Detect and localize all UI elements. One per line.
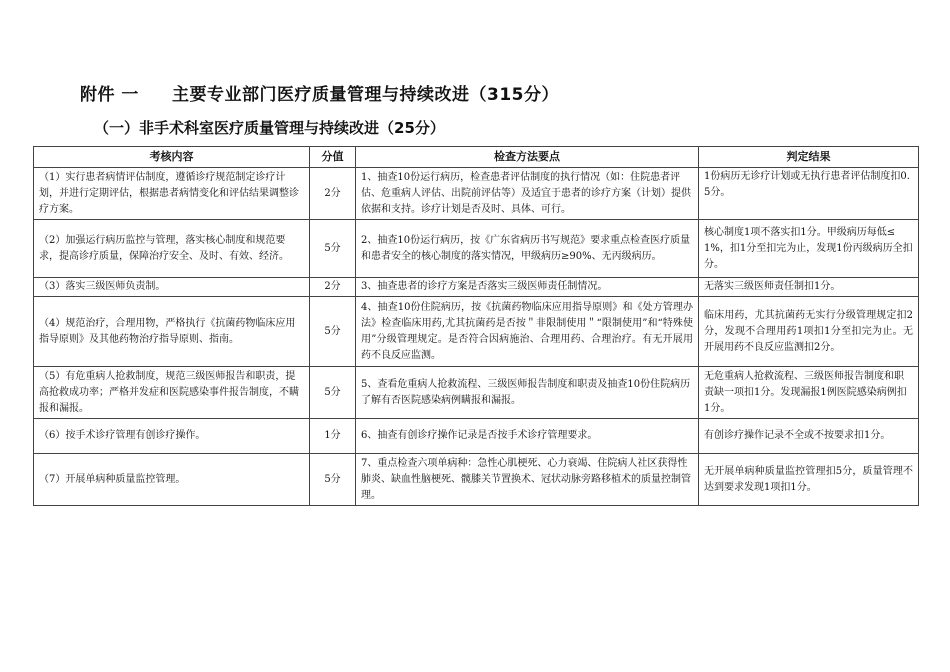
attachment-label: 附件 一 [80,85,139,105]
cell-content: （6）按手术诊疗管理有创诊疗操作。 [34,419,310,454]
table-row [34,220,919,278]
header-score: 分值 [310,147,356,168]
cell-method: 3、抽查患者的诊疗方案是否落实三级医师责任制情况。 [356,278,699,297]
cell-score: 2分 [310,278,356,297]
cell-content: （1）实行患者病情评估制度，遵循诊疗规范制定诊疗计划，并进行定期评估，根据患者病情变化和评估结果调整诊疗方案。 [34,168,310,220]
cell-content: （3）落实三级医师负责制。 [34,278,310,297]
cell-result: 1份病历无诊疗计划或无执行患者评估制度扣0.5分。 [699,168,919,220]
cell-score: 5分 [310,454,356,506]
table-row [34,419,919,454]
table-row [34,297,919,367]
cell-content: （7）开展单病种质量监控管理。 [34,454,310,506]
header-content: 考核内容 [34,147,310,168]
table-header-row [34,147,919,168]
cell-method: 4、抽查10份住院病历，按《抗菌药物临床应用指导原则》和《处方管理办法》检查临床用药,尤其抗菌药是否按＂非限制使用＂“限制使用”和“特殊使用”分级管理规定。是否符合因病施治、合理用药、合理治疗。有无开展用药不良反应监测。 [356,297,699,367]
table-row [34,278,919,297]
table-row [34,367,919,419]
page-title [80,80,559,105]
cell-result: 无危重病人抢救流程、三级医师报告制度和职责缺一项扣1分。发现漏报1例医院感染病例扣1分。 [699,367,919,419]
cell-result: 核心制度1项不落实扣1分。甲级病历每低≤1%，扣1分至扣完为止，发现1份丙级病历全扣分。 [699,220,919,278]
table-row [34,454,919,506]
cell-score: 5分 [310,220,356,278]
cell-method: 6、抽查有创诊疗操作记录是否按手术诊疗管理要求。 [356,419,699,454]
cell-score: 2分 [310,168,356,220]
section-subtitle: （一）非手术科室医疗质量管理与持续改进（25分） [94,119,445,137]
cell-result: 无落实三级医师责任制扣1分。 [699,278,919,297]
table-row [34,168,919,220]
assessment-table [33,146,919,506]
cell-method: 7、重点检查六项单病种：急性心肌梗死、心力衰竭、住院病人社区获得性肺炎、缺血性脑梗死、髋膝关节置换术、冠状动脉旁路移植术的质量控制管理。 [356,454,699,506]
cell-score: 1分 [310,419,356,454]
cell-content: （5）有危重病人抢救制度，规范三级医师报告和职责，提高抢救成功率；严格并发症和医院感染事件报告制度，不瞒报和漏报。 [34,367,310,419]
cell-result: 无开展单病种质量监控管理扣5分，质量管理不达到要求发现1项扣1分。 [699,454,919,506]
cell-score: 5分 [310,297,356,367]
cell-content: （4）规范治疗，合理用物，严格执行《抗菌药物临床应用指导原则》及其他药物治疗指导原则、指南。 [34,297,310,367]
cell-method: 5、查看危重病人抢救流程、三级医师报告制度和职责及抽查10份住院病历了解有否医院感染病例瞒报和漏报。 [356,367,699,419]
cell-score: 5分 [310,367,356,419]
header-method: 检查方法要点 [356,147,699,168]
cell-content: （2）加强运行病历监控与管理，落实核心制度和规范要求，提高诊疗质量，保障治疗安全、及时、有效、经济。 [34,220,310,278]
header-result: 判定结果 [699,147,919,168]
cell-method: 1、抽查10份运行病历，检查患者评估制度的执行情况（如：住院患者评估、危重病人评估、出院前评估等）及适宜于患者的诊疗方案（计划）提供依据和支持。诊疗计划是否及时、具体、可行。 [356,168,699,220]
main-title: 主要专业部门医疗质量管理与持续改进（315分） [172,85,559,105]
cell-method: 2、抽查10份运行病历，按《广东省病历书写规范》要求重点检查医疗质量和患者安全的核心制度的落实情况，甲级病历≥90%、无丙级病历。 [356,220,699,278]
cell-result: 临床用药，尤其抗菌药无实行分级管理规定扣2分，发现不合理用药1项扣1分至扣完为止。无开展用药不良反应监测扣2分。 [699,297,919,367]
cell-result: 有创诊疗操作记录不全或不按要求扣1分。 [699,419,919,454]
